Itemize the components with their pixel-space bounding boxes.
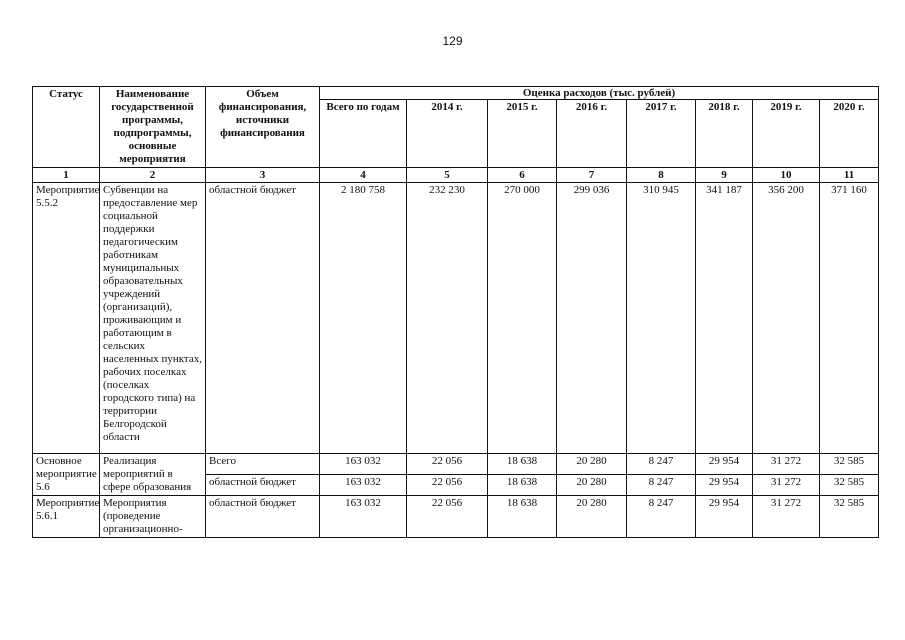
header-row-1 [33, 87, 879, 100]
row-value: 163 032 [320, 475, 407, 496]
row-value: 20 280 [557, 454, 627, 475]
column-number: 4 [320, 168, 407, 183]
column-number: 9 [696, 168, 753, 183]
row-source: областной бюджет [206, 496, 320, 538]
row-value: 31 272 [753, 496, 820, 538]
row-value: 31 272 [753, 475, 820, 496]
row-value: 22 056 [407, 475, 488, 496]
header-status: Статус [33, 87, 100, 168]
row-value: 22 056 [407, 496, 488, 538]
row-value: 8 247 [627, 475, 696, 496]
header-year: 2018 г. [696, 100, 753, 168]
header-year: 2015 г. [488, 100, 557, 168]
row-value: 341 187 [696, 183, 753, 454]
table-row [33, 454, 879, 475]
row-value: 29 954 [696, 475, 753, 496]
row-value: 18 638 [488, 475, 557, 496]
row-name: Субвенции на предоставление мер социальной поддержки педагогическим работникам муниципальных образовательных учреждений (организаций), проживающим и работающим в сельских населенных пунктах, рабочих поселках (поселках городского типа) на территории Белгородской области [100, 183, 206, 454]
header-year: 2019 г. [753, 100, 820, 168]
table-row [33, 496, 879, 538]
header-year: 2016 г. [557, 100, 627, 168]
column-number: 3 [206, 168, 320, 183]
header-year: 2017 г. [627, 100, 696, 168]
row-value: 18 638 [488, 496, 557, 538]
row-value: 310 945 [627, 183, 696, 454]
column-number: 2 [100, 168, 206, 183]
table-row [33, 183, 879, 454]
header-year: 2020 г. [820, 100, 879, 168]
row-value: 31 272 [753, 454, 820, 475]
row-value: 371 160 [820, 183, 879, 454]
row-value: 163 032 [320, 454, 407, 475]
row-value: 32 585 [820, 454, 879, 475]
header-year: 2014 г. [407, 100, 488, 168]
row-value: 232 230 [407, 183, 488, 454]
row-source: областной бюджет [206, 183, 320, 454]
row-value: 32 585 [820, 475, 879, 496]
row-value: 2 180 758 [320, 183, 407, 454]
row-value: 163 032 [320, 496, 407, 538]
column-number: 5 [407, 168, 488, 183]
row-value: 8 247 [627, 454, 696, 475]
row-status: Мероприятие 5.5.2 [33, 183, 100, 454]
header-estimate: Оценка расходов (тыс. рублей) [320, 87, 879, 100]
column-number: 10 [753, 168, 820, 183]
row-source: областной бюджет [206, 475, 320, 496]
row-value: 20 280 [557, 475, 627, 496]
header-volume: Объем финансирования, источники финансирования [206, 87, 320, 168]
row-name: Мероприятия (проведение организационно- [100, 496, 206, 538]
column-number: 11 [820, 168, 879, 183]
column-number: 1 [33, 168, 100, 183]
row-value: 270 000 [488, 183, 557, 454]
column-number: 8 [627, 168, 696, 183]
row-value: 29 954 [696, 496, 753, 538]
header-name: Наименование государственной программы, подпрограммы, основные мероприятия [100, 87, 206, 168]
row-status: Основное мероприятие 5.6 [33, 454, 100, 496]
expense-table [32, 86, 879, 538]
row-value: 32 585 [820, 496, 879, 538]
column-number-row [33, 168, 879, 183]
header-total: Всего по годам [320, 100, 407, 168]
row-value: 20 280 [557, 496, 627, 538]
column-number: 6 [488, 168, 557, 183]
row-value: 22 056 [407, 454, 488, 475]
page-number: 129 [442, 34, 463, 48]
row-value: 356 200 [753, 183, 820, 454]
column-number: 7 [557, 168, 627, 183]
row-value: 29 954 [696, 454, 753, 475]
row-status: Мероприятие 5.6.1 [33, 496, 100, 538]
row-value: 8 247 [627, 496, 696, 538]
row-value: 18 638 [488, 454, 557, 475]
row-name: Реализация мероприятий в сфере образования [100, 454, 206, 496]
row-source: Всего [206, 454, 320, 475]
row-value: 299 036 [557, 183, 627, 454]
